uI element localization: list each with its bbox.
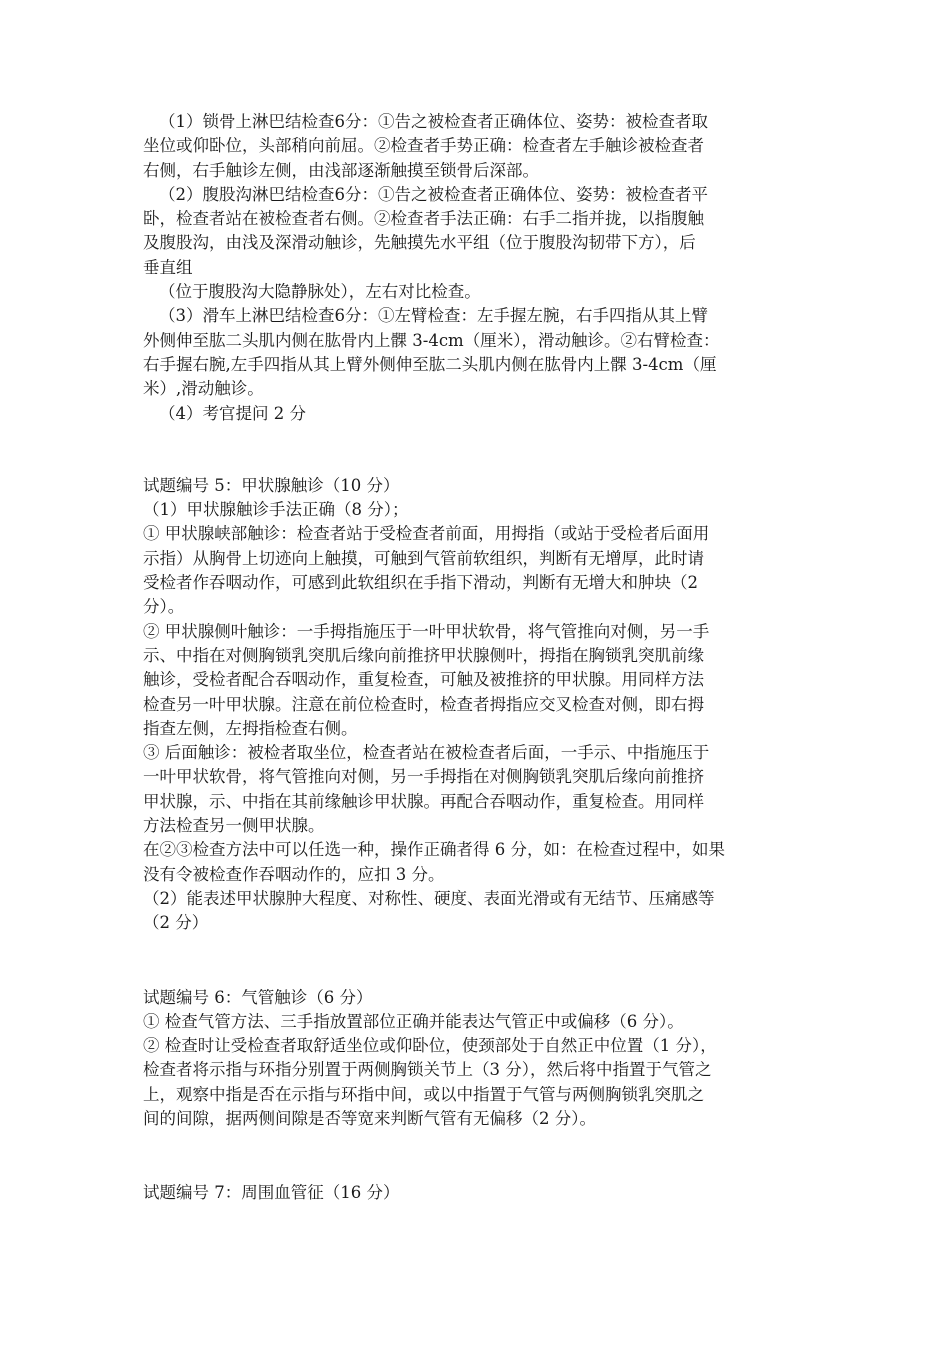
paragraph-line: 方法检查另一侧甲状腺。 — [143, 816, 325, 836]
spacer — [143, 426, 818, 474]
spacer — [143, 1131, 818, 1181]
paragraph-line: ① 检查气管方法、三手指放置部位正确并能表达气管正中或偏移（6 分）。 — [143, 1011, 684, 1031]
paragraph-line: 右手握右腕,左手四指从其上臂外侧伸至肱二头肌内侧在肱骨内上髁 3-4cm（厘 — [143, 354, 717, 374]
paragraph-line: 卧，检查者站在被检查者右侧。②检查者手法正确：右手二指并拢，以指腹触 — [143, 209, 704, 229]
paragraph-line: （2 分） — [143, 913, 209, 933]
spacer — [143, 936, 818, 986]
section-heading: 试题编号 6：气管触诊（6 分） — [143, 987, 373, 1007]
paragraph-line: 米）,滑动触诊。 — [143, 379, 264, 399]
paragraph-line: （4）考官提问 2 分 — [159, 403, 306, 423]
paragraph-line: 及腹股沟，由浅及深滑动触诊，先触摸先水平组（位于腹股沟韧带下方），后 — [143, 233, 696, 253]
paragraph-line: 触诊，受检者配合吞咽动作，重复检查，可触及被推挤的甲状腺。用同样方法 — [143, 670, 704, 690]
paragraph-line: ② 甲状腺侧叶触诊：一手拇指施压于一叶甲状软骨，将气管推向对侧，另一手 — [143, 621, 710, 641]
paragraph-line: 示指）从胸骨上切迹向上触摸，可触到气管前软组织，判断有无增厚，此时请 — [143, 548, 704, 568]
paragraph-line: （位于腹股沟大隐静脉处），左右对比检查。 — [159, 282, 481, 302]
lymph-node-exam-section — [143, 110, 818, 426]
paragraph-line: 示、中指在对侧胸锁乳突肌后缘向前推挤甲状腺侧叶，拇指在胸锁乳突肌前缘 — [143, 645, 704, 665]
paragraph-line: 间的间隙，据两侧间隙是否等宽来判断气管有无偏移（2 分）。 — [143, 1108, 596, 1128]
paragraph-line: （3）滑车上淋巴结检查6分：①左臂检查：左手握左腕，右手四指从其上臂 — [159, 306, 708, 326]
paragraph-line: 分）。 — [143, 597, 185, 617]
paragraph-line: 右侧，右手触诊左侧，由浅部逐渐触摸至锁骨后深部。 — [143, 160, 539, 180]
paragraph-line: ② 检查时让受检查者取舒适坐位或仰卧位，使颈部处于自然正中位置（1 分）， — [143, 1036, 717, 1056]
paragraph-line: 垂直组 — [143, 257, 193, 277]
document-page — [143, 110, 818, 1206]
paragraph-line: 外侧伸至肱二头肌内侧在肱骨内上髁 3-4cm（厘米），滑动触诊。②右臂检查： — [143, 330, 720, 350]
paragraph-line: 检查另一叶甲状腺。注意在前位检查时，检查者拇指应交叉检查对侧，即右拇 — [143, 694, 704, 714]
peripheral-vascular-section — [143, 1181, 818, 1205]
paragraph-line: 甲状腺，示、中指在其前缘触诊甲状腺。再配合吞咽动作，重复检查。用同样 — [143, 791, 704, 811]
paragraph-line: 没有令被检查作吞咽动作的，应扣 3 分。 — [143, 864, 445, 884]
paragraph-line: ① 甲状腺峡部触诊：检查者站于受检查者前面，用拇指（或站于受检者后面用 — [143, 524, 710, 544]
paragraph-line: （1）甲状腺触诊手法正确（8 分）； — [143, 500, 409, 520]
paragraph-line: 在②③检查方法中可以任选一种，操作正确者得 6 分，如：在检查过程中，如果 — [143, 840, 725, 860]
paragraph-line: 检查者将示指与环指分别置于两侧胸锁关节上（3 分），然后将中指置于气管之 — [143, 1060, 712, 1080]
paragraph-line: （1）锁骨上淋巴结检查6分：①告之被检查者正确体位、姿势：被检查者取 — [159, 112, 708, 131]
paragraph-line: 上，观察中指是否在示指与环指中间，或以中指置于气管与两侧胸锁乳突肌之 — [143, 1084, 704, 1104]
paragraph-line: 坐位或仰卧位，头部稍向前屈。②检查者手势正确：检查者左手触诊被检查者 — [143, 136, 704, 156]
paragraph-line: （2）腹股沟淋巴结检查6分：①告之被检查者正确体位、姿势：被检查者平 — [159, 184, 708, 204]
trachea-palpation-section — [143, 986, 818, 1132]
paragraph-line: 指查左侧，左拇指检查右侧。 — [143, 718, 358, 738]
section-heading: 试题编号 7：周围血管征（16 分） — [143, 1183, 400, 1203]
section-heading: 试题编号 5：甲状腺触诊（10 分） — [143, 475, 400, 495]
paragraph-line: 一叶甲状软骨，将气管推向对侧，另一手拇指在对侧胸锁乳突肌后缘向前推挤 — [143, 767, 704, 787]
paragraph-line: ③ 后面触诊：被检者取坐位，检查者站在被检查者后面，一手示、中指施压于 — [143, 743, 710, 763]
paragraph-line: 受检者作吞咽动作，可感到此软组织在手指下滑动，判断有无增大和肿块（2 — [143, 573, 698, 593]
paragraph-line: （2）能表述甲状腺肿大程度、对称性、硬度、表面光滑或有无结节、压痛感等 — [143, 888, 715, 908]
thyroid-palpation-section — [143, 474, 818, 936]
